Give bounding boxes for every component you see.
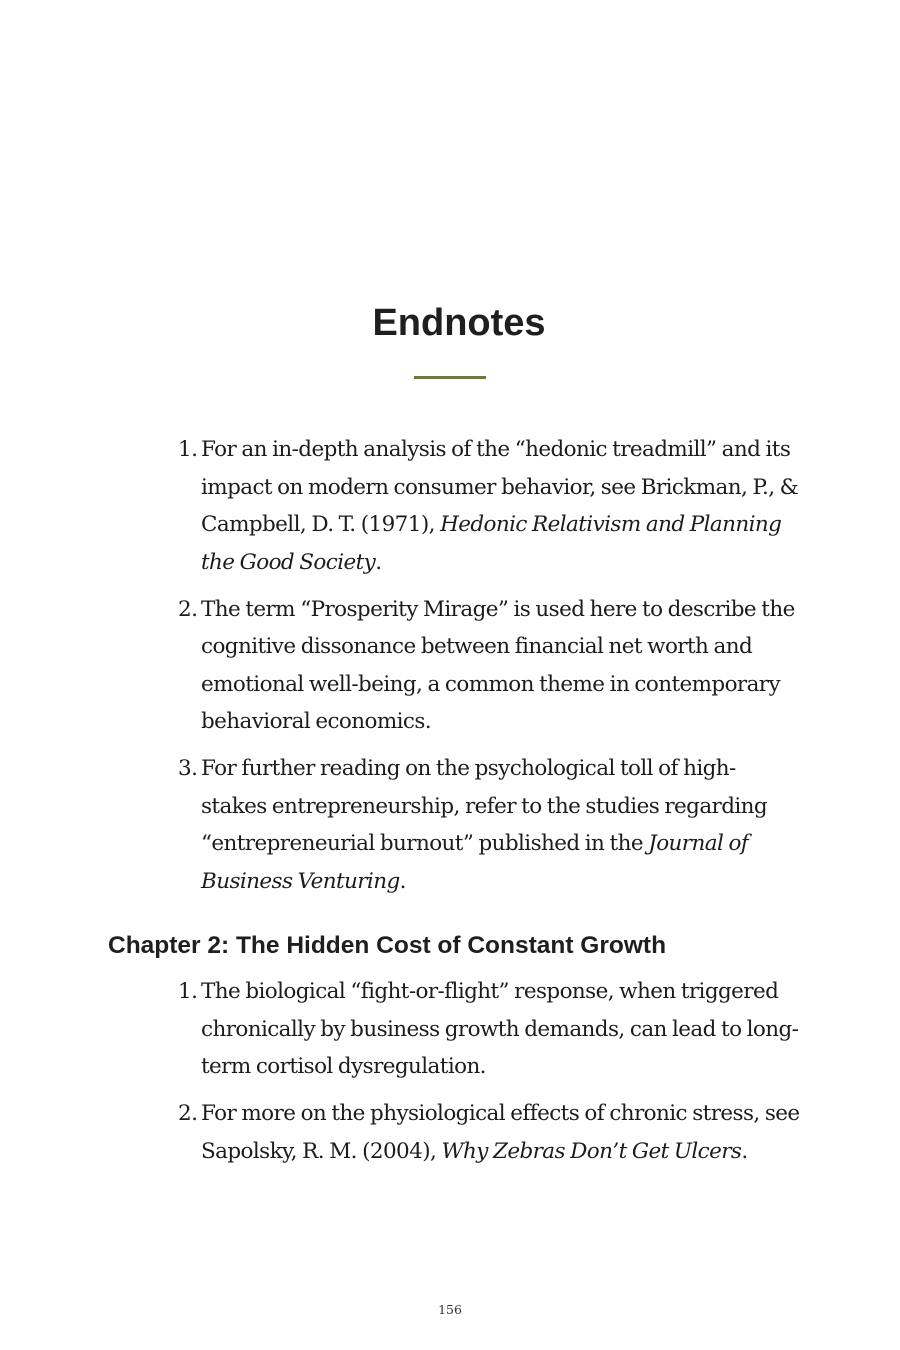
endnote-text: For further reading on the psychological toll of high-stakes entrepreneurship, refer to the studies regarding “entrepreneurial burnout” published in the Journal of Business Venturing.: [201, 756, 768, 894]
endnote-number: 1.: [178, 437, 198, 462]
endnote-text: The term “Prosperity Mirage” is used here to describe the cognitive dissonance between financial net worth and emotional well-being, a common theme in contemporary behavioral economics.: [201, 596, 795, 734]
endnote-citation-title: Hedonic Relativism and Planning the Good Society: [201, 512, 782, 575]
endnotes-list-chapter-2: [172, 973, 800, 1180]
page-title: Endnotes: [372, 302, 546, 344]
endnote-text: For more on the physiological effects of chronic stress, see Sapolsky, R. M. (2004), Why Zebras Don’t Get Ulcers.: [201, 1101, 800, 1164]
endnotes-list-intro: [172, 431, 800, 910]
endnote-text: The biological “fight-or-flight” response, when triggered chronically by business growth demands, can lead to long-term cortisol dysregulation.: [201, 979, 799, 1079]
page-number: 156: [438, 1302, 462, 1317]
endnote-number: 3.: [178, 756, 198, 781]
endnote-item: [172, 431, 800, 581]
endnote-item: [172, 973, 800, 1086]
endnote-number: 2.: [178, 596, 198, 622]
endnote-number: 2.: [178, 1101, 198, 1126]
endnote-citation-title: Journal of Business Venturing: [201, 831, 749, 894]
endnote-text: For an in-depth analysis of the “hedonic treadmill” and its impact on modern consumer behavior, see Brickman, P., & Campbell, D. T. (1971), Hedonic Relativism and Planning the Good Society.: [201, 437, 799, 575]
endnote-citation-title: Why Zebras Don’t Get Ulcers: [441, 1138, 742, 1164]
title-divider: [414, 376, 486, 379]
endnote-number: 1.: [178, 979, 198, 1004]
endnote-item: [172, 1095, 800, 1170]
endnote-item: [172, 750, 800, 900]
endnote-item: [172, 591, 800, 741]
chapter-heading: Chapter 2: The Hidden Cost of Constant Growth: [108, 932, 667, 959]
